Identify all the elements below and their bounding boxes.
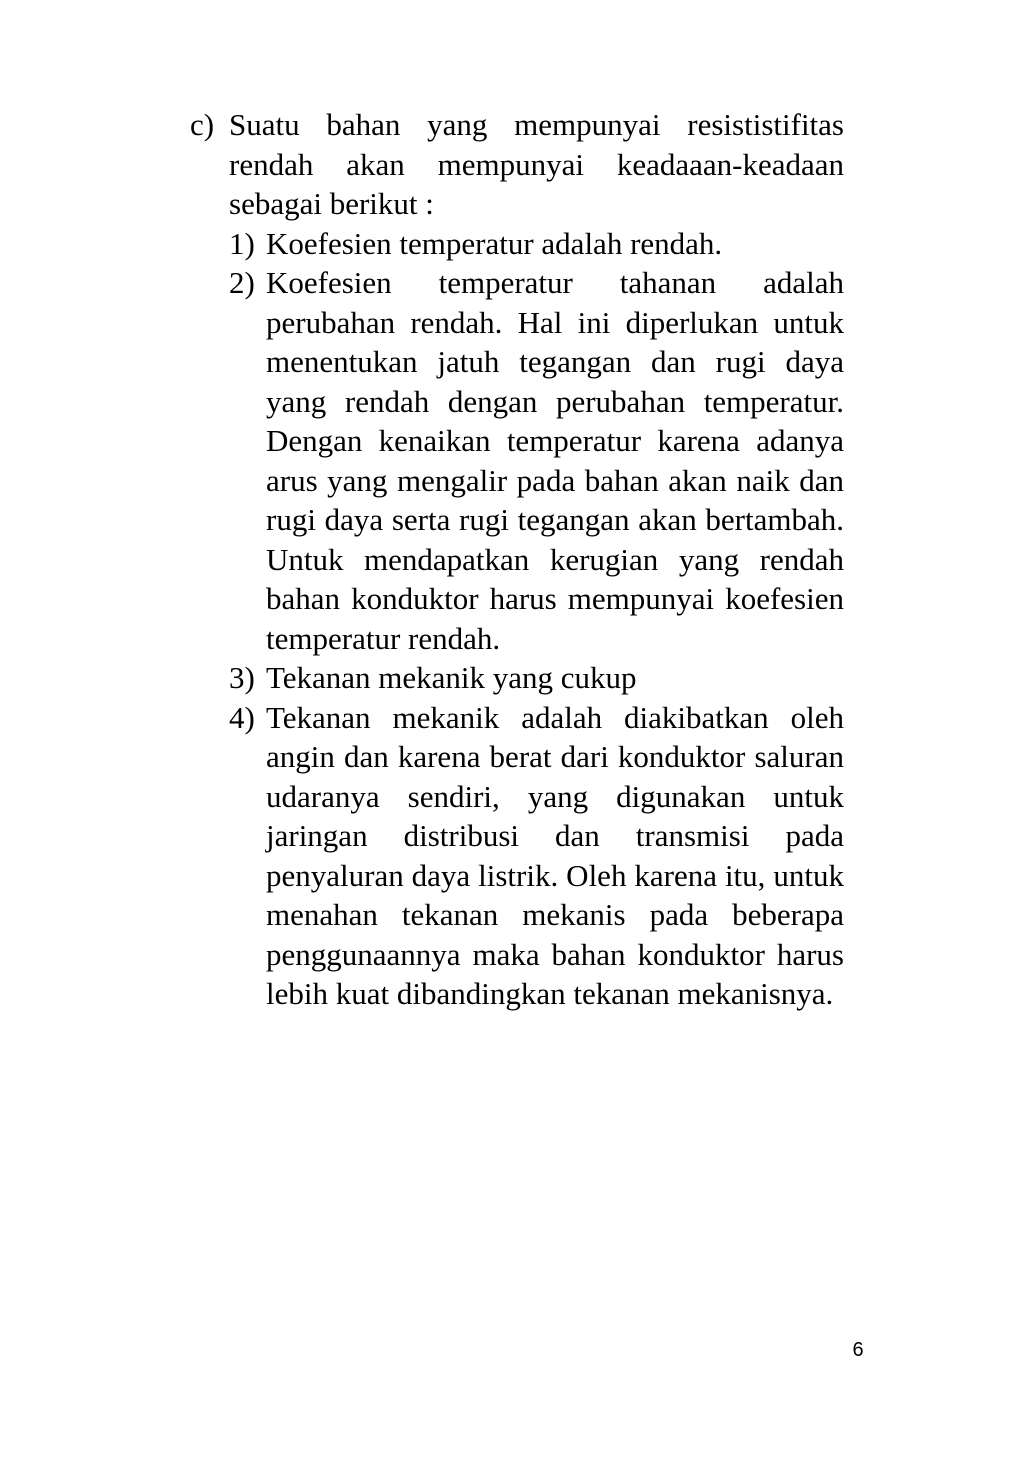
sublist-item-1 xyxy=(229,224,844,264)
sublist-text-1: Koefesien temperatur adalah rendah. xyxy=(266,225,723,261)
list-item-c-text: Suatu bahan yang mempunyai resististifitas rendah akan mempunyai keadaaan-keadaan sebagai berikut : xyxy=(229,107,844,221)
sublist-number-2: 2) xyxy=(229,265,255,300)
sublist-number-4: 4) xyxy=(229,699,255,735)
sublist-text-2: Koefesien temperatur tahanan adalah perubahan rendah. Hal ini diperlukan untuk menentukan jatuh tegangan dan rugi daya yang rendah dengan perubahan temperatur. Dengan kenaikan temperatur karena adanya arus yang mengalir pada bahan akan naik dan rugi daya serta rugi tegangan akan bertambah. Untuk mendapatkan kerugian yang rendah bahan konduktor harus mempunyai koefesien temperatur rendah. xyxy=(266,265,844,656)
sublist-number-1: 1) xyxy=(229,225,255,261)
sublist-item-2 xyxy=(229,263,844,658)
sublist xyxy=(229,224,844,1014)
page-number: 6 xyxy=(852,1339,864,1361)
sublist-item-3 xyxy=(229,658,844,698)
list-item-c xyxy=(190,105,844,1014)
sublist-text-3: Tekanan mekanik yang cukup xyxy=(266,660,637,695)
list-marker-c: c) xyxy=(190,107,215,142)
sublist-number-3: 3) xyxy=(229,660,255,695)
sublist-item-4 xyxy=(229,698,844,1014)
sublist-text-4: Tekanan mekanik adalah diakibatkan oleh angin dan karena berat dari konduktor saluran udaranya sendiri, yang digunakan untuk jaringan distribusi dan transmisi pada penyaluran daya listrik. Oleh karena itu, untuk menahan tekanan mekanis pada beberapa penggunaannya maka bahan konduktor harus lebih kuat dibandingkan tekanan mekanisnya. xyxy=(266,699,844,1011)
